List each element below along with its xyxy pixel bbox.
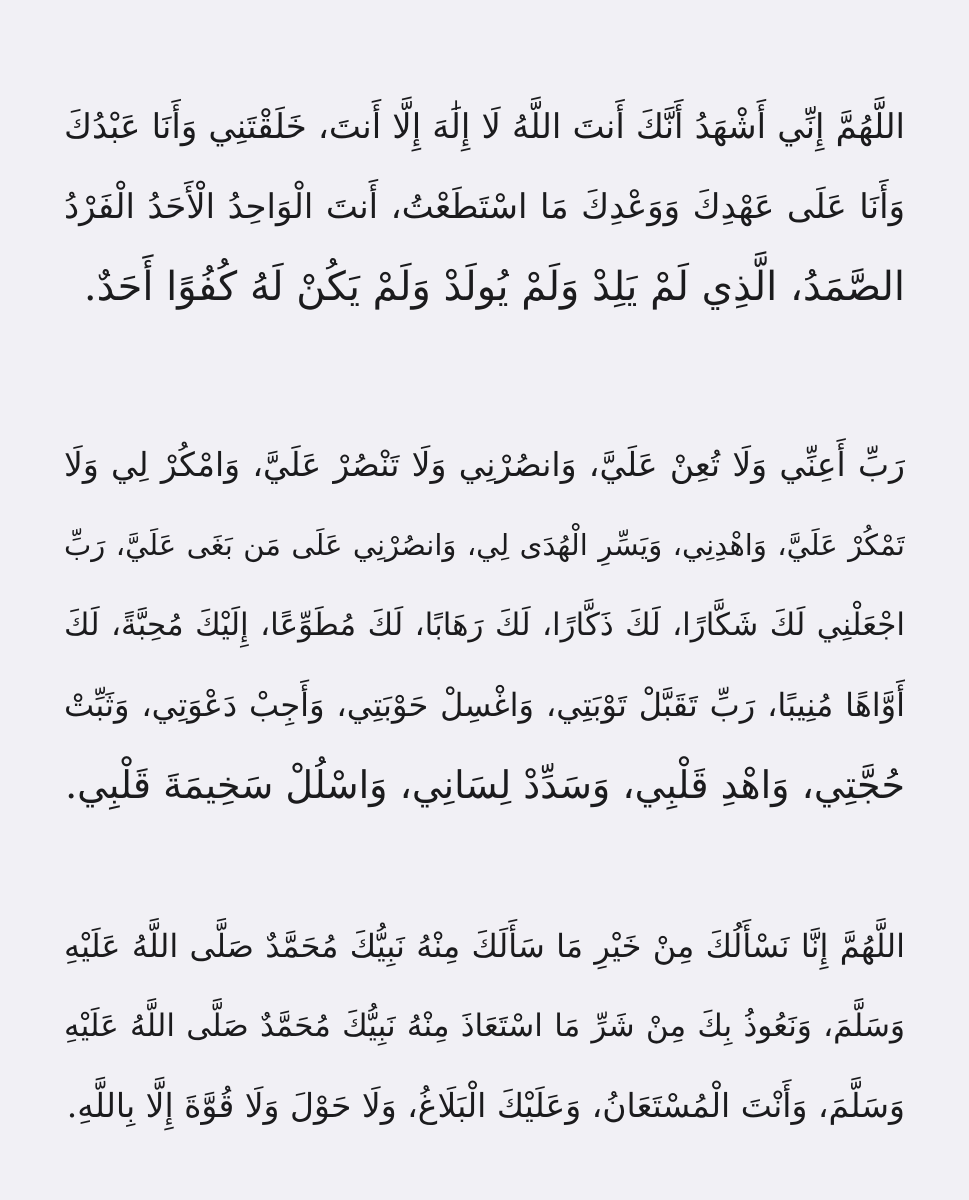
text-line: أَوَّاهًا مُنِيبًا، رَبِّ تَقَبَّلْ تَوْبَتِي، وَاغْسِلْ حَوْبَتِي، وَأَجِبْ دَعْوَتِي، وَثَبِّتْ [64, 686, 905, 724]
text-line: اللَّهُمَّ إِنِّي أَشْهَدُ أَنَّكَ أَنتَ اللَّهُ لَا إِلَٰهَ إِلَّا أَنتَ، خَلَقْتَنِي وَأَنَا عَبْدُكَ [64, 107, 905, 147]
paragraph-shahada-dua [64, 87, 905, 327]
paragraph-nasaluka-dua [64, 906, 905, 1146]
text-line: حُجَّتِي، وَاهْدِ قَلْبِي، وَسَدِّدْ لِسَانِي، وَاسْلُلْ سَخِيمَةَ قَلْبِي. [65, 763, 905, 807]
text-line: اجْعَلْنِي لَكَ شَكَّارًا، لَكَ ذَكَّارًا، لَكَ رَهَابًا، لَكَ مُطَوِّعًا، إِلَيْكَ مُحِبَّةً، لَكَ [64, 607, 905, 643]
paragraph-rabbi-ainni-dua [64, 425, 905, 825]
text-line: رَبِّ أَعِنِّي وَلَا تُعِنْ عَلَيَّ، وَانصُرْنِي وَلَا تَنْصُرْ عَلَيَّ، وَامْكُرْ لِي وَلَا [64, 445, 905, 484]
text-line: وَأَنَا عَلَى عَهْدِكَ وَوَعْدِكَ مَا اسْتَطَعْتُ، أَنتَ الْوَاحِدُ الْأَحَدُ الْفَرْدُ [64, 187, 905, 227]
text-line: وَسَلَّمَ، وَأَنْتَ الْمُسْتَعَانُ، وَعَلَيْكَ الْبَلَاغُ، وَلَا حَوْلَ وَلَا قُوَّةَ إِلَّا بِاللَّهِ. [66, 1086, 905, 1125]
text-line: اللَّهُمَّ إِنَّا نَسْأَلُكَ مِنْ خَيْرِ مَا سَأَلَكَ مِنْهُ نَبِيُّكَ مُحَمَّدٌ صَلَّى اللَّهُ عَلَيْهِ [64, 927, 905, 965]
text-line: وَسَلَّمَ، وَنَعُوذُ بِكَ مِنْ شَرِّ مَا اسْتَعَاذَ مِنْهُ نَبِيُّكَ مُحَمَّدٌ صَلَّى اللَّهُ عَلَيْهِ [64, 1008, 905, 1044]
text-line: تَمْكُرْ عَلَيَّ، وَاهْدِنِي، وَيَسِّرِ الْهُدَى لِي، وَانصُرْنِي عَلَى مَن بَغَى عَلَيَّ، رَبِّ [64, 528, 905, 562]
text-line: الصَّمَدُ، الَّذِي لَمْ يَلِدْ وَلَمْ يُولَدْ وَلَمْ يَكُنْ لَهُ كُفُوًا أَحَدٌ. [83, 264, 905, 310]
